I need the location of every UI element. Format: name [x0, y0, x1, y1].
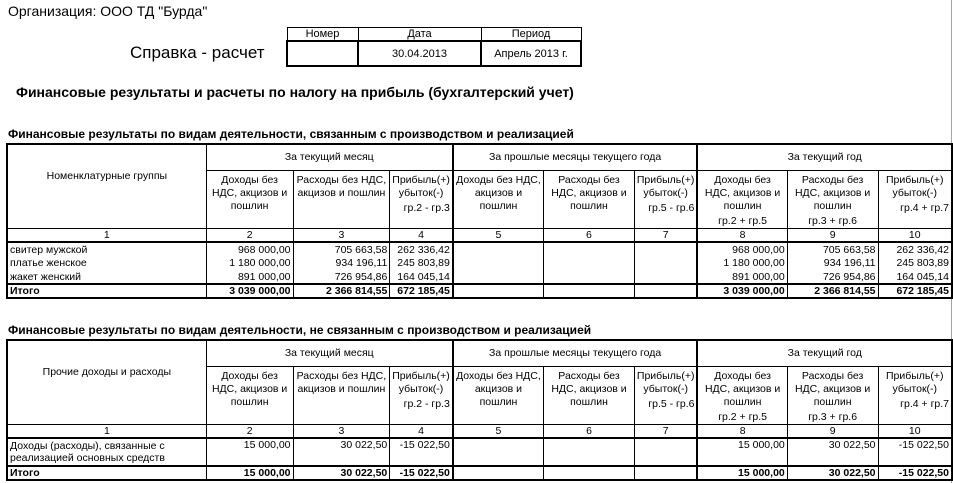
group-current-month: За текущий месяц — [206, 144, 453, 170]
col-expense-header: Расходы без НДС, акцизов и пошлин гр.3 + гр.6 — [787, 170, 878, 228]
col-expense-header: Расходы без НДС, акцизов и пошлин гр.3 + гр.6 — [787, 366, 878, 424]
col-profit-header: Прибыль(+) убыток(-) гр.2 - гр.3 — [390, 366, 453, 424]
section1-table — [6, 143, 953, 299]
section2-first-col-header: Прочие доходы и расходы — [7, 340, 206, 424]
cell-value: 705 663,58 — [293, 242, 390, 256]
cell-value: 3 039 000,00 — [206, 284, 293, 298]
col-profit-header: Прибыль(+) убыток(-) гр.2 - гр.3 — [390, 170, 453, 228]
column-number: 4 — [390, 228, 453, 242]
cell-value — [634, 284, 697, 298]
cell-value: 30 022,50 — [787, 438, 878, 466]
header-period-value: Апрель 2013 г. — [481, 41, 581, 66]
col-income-header: Доходы без НДС, акцизов и пошлин — [206, 170, 293, 228]
cell-value — [453, 466, 544, 480]
cell-value: 164 045,14 — [390, 270, 453, 284]
column-numbers-row — [7, 228, 952, 242]
table-row — [7, 242, 952, 256]
cell-value: 245 803,89 — [878, 256, 952, 270]
cell-value: 1 180 000,00 — [206, 256, 293, 270]
cell-value: 672 185,45 — [878, 284, 952, 298]
column-number: 3 — [293, 424, 390, 438]
cell-value — [453, 270, 544, 284]
section1-title: Финансовые результаты по видам деятельности, связанным с производством и реализацией — [8, 127, 574, 141]
document-title: Справка - расчет — [130, 43, 265, 62]
table-row — [7, 270, 952, 284]
column-number: 8 — [697, 228, 787, 242]
header-date-value: 30.04.2013 — [358, 41, 481, 66]
cell-value: -15 022,50 — [390, 466, 453, 480]
column-numbers-row — [7, 424, 952, 438]
organization-label: Организация: ООО ТД "Бурда" — [8, 3, 208, 19]
cell-value: 15 000,00 — [206, 466, 293, 480]
cell-value — [453, 438, 544, 466]
col-expense-header: Расходы без НДС, акцизов и пошлин — [293, 170, 390, 228]
group-prev-months: За прошлые месяцы текущего года — [453, 340, 698, 366]
report-main-title: Финансовые результаты и расчеты по налогу на прибыль (бухгалтерский учет) — [16, 84, 574, 100]
row-name: Доходы (расходы), связанные с реализацией основных средств — [7, 438, 206, 466]
cell-value: 934 196,11 — [787, 256, 878, 270]
col-expense-header: Расходы без НДС, акцизов и пошлин — [544, 366, 635, 424]
cell-value — [453, 284, 544, 298]
cell-value: 672 185,45 — [390, 284, 453, 298]
cell-value — [634, 466, 697, 480]
cell-value: 726 954,86 — [293, 270, 390, 284]
group-current-year: За текущий год — [697, 144, 952, 170]
column-number: 9 — [787, 424, 878, 438]
cell-value: -15 022,50 — [390, 438, 453, 466]
section2-table — [6, 339, 953, 481]
total-label: Итого — [7, 466, 206, 480]
column-number: 5 — [453, 228, 544, 242]
col-profit-header: Прибыль(+) убыток(-) гр.5 - гр.6 — [634, 366, 697, 424]
section2-title: Финансовые результаты по видам деятельности, не связанным с производством и реализацией — [8, 323, 592, 337]
column-number: 1 — [7, 424, 206, 438]
column-number: 2 — [206, 228, 293, 242]
col-profit-header: Прибыль(+) убыток(-) гр.5 - гр.6 — [634, 170, 697, 228]
cell-value: 2 366 814,55 — [293, 284, 390, 298]
total-row — [7, 284, 952, 298]
col-profit-header: Прибыль(+) убыток(-) гр.4 + гр.7 — [878, 170, 952, 228]
row-name: платье женское — [7, 256, 206, 270]
cell-value — [634, 438, 697, 466]
group-prev-months: За прошлые месяцы текущего года — [453, 144, 698, 170]
column-number: 9 — [787, 228, 878, 242]
column-number: 10 — [878, 228, 952, 242]
cell-value: -15 022,50 — [878, 438, 952, 466]
col-income-header: Доходы без НДС, акцизов и пошлин гр.2 + гр.5 — [697, 366, 787, 424]
column-number: 5 — [453, 424, 544, 438]
column-number: 3 — [293, 228, 390, 242]
cell-value: 15 000,00 — [206, 438, 293, 466]
column-number: 6 — [544, 424, 635, 438]
cell-value: 1 180 000,00 — [697, 256, 787, 270]
cell-value: 968 000,00 — [697, 242, 787, 256]
cell-value — [544, 256, 635, 270]
cell-value: 30 022,50 — [293, 438, 390, 466]
document-header-table — [286, 27, 582, 67]
cell-value — [634, 256, 697, 270]
cell-value — [544, 438, 635, 466]
column-number: 6 — [544, 228, 635, 242]
cell-value: 30 022,50 — [787, 466, 878, 480]
cell-value — [453, 242, 544, 256]
header-number-label: Номер — [287, 28, 358, 42]
column-number: 1 — [7, 228, 206, 242]
col-expense-header: Расходы без НДС, акцизов и пошлин — [544, 170, 635, 228]
table-row — [7, 438, 952, 466]
col-income-header: Доходы без НДС, акцизов и пошлин — [206, 366, 293, 424]
group-current-year: За текущий год — [697, 340, 952, 366]
header-date-label: Дата — [358, 28, 481, 42]
cell-value: 262 336,42 — [390, 242, 453, 256]
section1-first-col-header: Номенклатурные группы — [7, 144, 206, 228]
cell-value: 726 954,86 — [787, 270, 878, 284]
cell-value: 891 000,00 — [206, 270, 293, 284]
header-number-value — [287, 41, 358, 66]
column-number: 4 — [390, 424, 453, 438]
cell-value: 2 366 814,55 — [787, 284, 878, 298]
cell-value — [634, 270, 697, 284]
cell-value: 245 803,89 — [390, 256, 453, 270]
cell-value: 262 336,42 — [878, 242, 952, 256]
group-current-month: За текущий месяц — [206, 340, 453, 366]
col-income-header: Доходы без НДС, акцизов и пошлин гр.2 + гр.5 — [697, 170, 787, 228]
cell-value — [544, 270, 635, 284]
cell-value: 15 000,00 — [697, 438, 787, 466]
cell-value: -15 022,50 — [878, 466, 952, 480]
column-number: 10 — [878, 424, 952, 438]
cell-value: 934 196,11 — [293, 256, 390, 270]
total-row — [7, 466, 952, 480]
col-income-header: Доходы без НДС, акцизов и пошлин — [453, 366, 544, 424]
cell-value: 968 000,00 — [206, 242, 293, 256]
column-number: 8 — [697, 424, 787, 438]
column-number: 7 — [634, 424, 697, 438]
header-period-label: Период — [481, 28, 581, 42]
row-name: свитер мужской — [7, 242, 206, 256]
cell-value — [544, 284, 635, 298]
column-number: 2 — [206, 424, 293, 438]
cell-value: 705 663,58 — [787, 242, 878, 256]
column-number: 7 — [634, 228, 697, 242]
cell-value — [544, 466, 635, 480]
cell-value: 164 045,14 — [878, 270, 952, 284]
cell-value: 15 000,00 — [697, 466, 787, 480]
cell-value — [544, 242, 635, 256]
col-profit-header: Прибыль(+) убыток(-) гр.4 + гр.7 — [878, 366, 952, 424]
total-label: Итого — [7, 284, 206, 298]
col-income-header: Доходы без НДС, акцизов и пошлин — [453, 170, 544, 228]
cell-value: 3 039 000,00 — [697, 284, 787, 298]
row-name: жакет женский — [7, 270, 206, 284]
table-row — [7, 256, 952, 270]
cell-value: 30 022,50 — [293, 466, 390, 480]
cell-value — [453, 256, 544, 270]
col-expense-header: Расходы без НДС, акцизов и пошлин — [293, 366, 390, 424]
cell-value — [634, 242, 697, 256]
cell-value: 891 000,00 — [697, 270, 787, 284]
